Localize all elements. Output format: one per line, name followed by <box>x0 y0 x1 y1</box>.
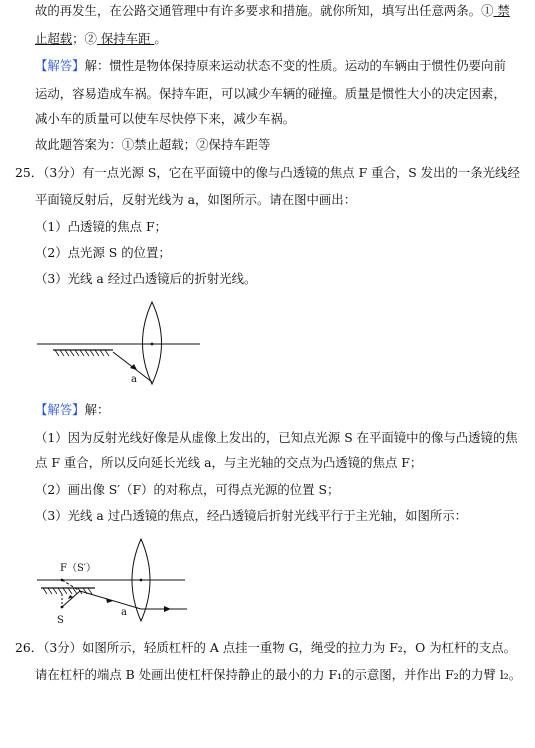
q24-end: 。 <box>154 31 167 46</box>
q24-blank2: 保持车距 <box>96 31 155 46</box>
q25-answer-line-2 <box>35 455 422 471</box>
q24-answer-3: 减小车的质量可以使车尽快停下来，减少车祸。 <box>35 111 296 126</box>
q24-answer-2: 运动，容易造成车祸。保持车距，可以减少车辆的碰撞。质量是惯性大小的决定因素， <box>35 86 506 101</box>
q25-answer-line-4 <box>35 508 467 524</box>
mirror-hatching-2 <box>43 588 92 594</box>
q25-text-2: 平面镜反射后，反射光线为 a，如图所示。请在图中画出： <box>35 192 357 207</box>
q25-answer-2: 点 F 重合，所以反向延长光线 a，与主光轴的交点为凸透镜的焦点 F； <box>35 455 423 470</box>
ray-a-arrow <box>130 364 137 370</box>
q24-answer-line-3 <box>35 111 295 127</box>
q24-blank1-end: 止超载 <box>35 31 73 46</box>
q25-answer-4: （3）光线 a 过凸透镜的焦点，经凸透镜后折射光线平行于主光轴，如图所示： <box>35 508 468 523</box>
q25-line-2 <box>35 192 356 208</box>
q25-line-1 <box>15 165 520 181</box>
q25-fig2-label-s: S <box>57 615 64 626</box>
q25-answer-line-3 <box>35 482 339 498</box>
q25-text-1: 25．（3分）有一点光源 S，它在平面镜中的像与凸透镜的焦点 F 重合，S 发出的一条光线经 <box>15 165 520 180</box>
lens-center <box>151 343 154 346</box>
q24-line-2 <box>35 31 167 47</box>
mirror-hatching <box>55 350 109 356</box>
q24-circle-1: ① <box>481 3 494 18</box>
q25-fig2-label-f: F（S′） <box>60 563 97 574</box>
q24-answer-line-1 <box>35 58 506 74</box>
q25-text-5: （3）光线 a 经过凸透镜后的折射光线。 <box>35 271 257 286</box>
q25-text-3: （1）凸透镜的焦点 F； <box>35 219 167 234</box>
dashed-extension <box>62 580 80 591</box>
q25-figure-2 <box>35 535 195 635</box>
lens-center-2 <box>140 579 143 582</box>
q25-text-4: （2）点光源 S 的位置； <box>35 245 171 260</box>
q24-line1-text: 故的再发生，在公路交通管理中有许多要求和措施。就你所知，填写出任意两条。 <box>35 3 482 18</box>
q24-line-1 <box>35 3 510 19</box>
q24-answer-tag: 【解答】 <box>35 58 85 73</box>
q25-answer-tag: 【解答】 <box>35 402 85 417</box>
q25-answer-1: （1）因为反射光线好像是从虚像上发出的，已知点光源 S 在平面镜中的像与凸透镜的焦 <box>35 430 518 445</box>
q25-line-5 <box>35 271 256 287</box>
q24-answer-line-2 <box>35 86 506 102</box>
q25-answer-3: （2）画出像 S′（F）的对称点，可得点光源的位置 S； <box>35 482 340 497</box>
q25-line-3 <box>35 219 167 235</box>
q24-blank1-start: 禁 <box>493 3 510 18</box>
q25-fig2-label-a: a <box>121 607 127 618</box>
q26-text-1: 26．（3分）如图所示，轻质杠杆的 A 点挂一重物 G，绳受的拉力为 F₂，O 为杠杆的支点。 <box>15 640 516 655</box>
q24-sep: ；② <box>72 31 97 46</box>
q24-answer-line-4 <box>35 137 270 153</box>
q26-text-2: 请在杠杆的端点 B 处画出使杠杆保持静止的最小的力 F₁的示意图，并作出 F₂的力臂 l₂。 <box>35 667 522 682</box>
q25-answer-colon: 解： <box>84 402 110 417</box>
q26-line-2 <box>35 667 521 683</box>
q25-label-a: a <box>131 374 137 385</box>
q25-line-4 <box>35 245 171 261</box>
q24-answer-1: 解：惯性是物体保持原来运动状态不变的性质。运动的车辆由于惯性仍要向前 <box>84 58 506 73</box>
refracted-arrow <box>164 606 171 612</box>
q25-answer-line-0 <box>35 402 109 418</box>
q24-answer-4: 故此题答案为：①禁止超载；②保持车距等 <box>35 137 271 152</box>
incident-ray <box>62 591 80 607</box>
q26-line-1 <box>15 640 516 656</box>
q25-figure-1 <box>35 298 205 388</box>
q25-answer-line-1 <box>35 430 518 446</box>
